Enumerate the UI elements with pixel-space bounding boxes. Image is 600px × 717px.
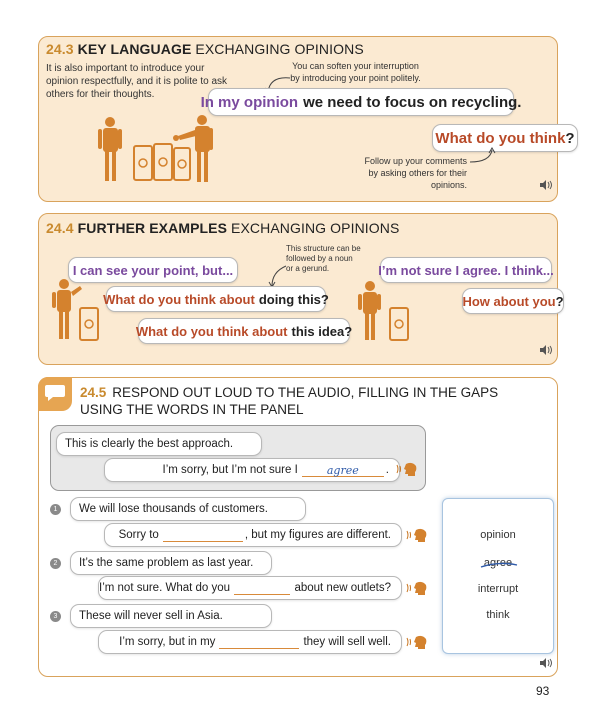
follow-up-note: Follow up your comments by asking others for their opinions. [364, 156, 467, 190]
speaking-head-icon [396, 461, 418, 477]
see-your-point-bubble: I can see your point, but... [68, 257, 238, 283]
audio-speaker-icon[interactable] [540, 658, 554, 668]
note-arrow [468, 146, 498, 166]
speaking-head-icon [406, 580, 428, 596]
item-3-question-bubble: These will never sell in Asia. [70, 604, 272, 628]
this-idea-bubble: What do you think about this idea? [138, 318, 350, 344]
item-number-2: 2 [50, 558, 61, 569]
item-3-answer-bubble: I’m sorry, but in my they will sell well. [98, 630, 402, 654]
speaking-head-icon [406, 634, 428, 650]
answer-gap-input[interactable] [219, 636, 299, 649]
section-24-4-title: 24.4 FURTHER EXAMPLES EXCHANGING OPINIONS [46, 220, 400, 236]
example-question-bubble: This is clearly the best approach. [56, 432, 262, 456]
audio-speaker-icon[interactable] [540, 180, 554, 190]
word-opinion: opinion [480, 529, 516, 541]
doing-this-bubble: What do you think about doing this? [106, 286, 326, 312]
section-24-5-title: 24.5 RESPOND OUT LOUD TO THE AUDIO, FILLING IN THE GAPS USING THE WORDS IN THE PANEL [80, 385, 499, 417]
person-with-bin-illustration [356, 280, 412, 342]
section-24-3-title: 24.3 KEY LANGUAGE EXCHANGING OPINIONS [46, 41, 364, 57]
speaking-head-icon [406, 527, 428, 543]
answer-gap-input[interactable] [234, 582, 290, 595]
opinion-speech-bubble: In my opinion we need to focus on recycling. [208, 88, 514, 116]
structure-note: This structure can be followed by a noun or a gerund. [286, 244, 361, 273]
person-with-bin-illustration [50, 278, 102, 342]
audio-speaker-icon[interactable] [540, 345, 554, 355]
page-number: 93 [536, 684, 550, 698]
intro-text: It is also important to introduce your opinion respectfully, and it is polite to ask others for their thoughts. [46, 63, 228, 100]
not-sure-bubble: I’m not sure I agree. I think... [380, 257, 552, 283]
word-think: think [486, 609, 510, 621]
question-speech-bubble: What do you think ? [432, 124, 578, 152]
item-number-1: 1 [50, 504, 61, 515]
example-answer-bubble: I’m sorry, but I’m not sure I agree . [104, 458, 400, 482]
strikethrough-mark [479, 559, 519, 571]
people-recycling-illustration [96, 114, 226, 186]
item-1-answer-bubble: Sorry to , but my figures are different. [104, 523, 402, 547]
item-1-question-bubble: We will lose thousands of customers. [70, 497, 306, 521]
answer-gap-filled: agree [302, 464, 384, 477]
word-agree-crossed: agree [483, 557, 513, 569]
item-2-question-bubble: It’s the same problem as last year. [70, 551, 272, 575]
word-interrupt: interrupt [477, 583, 519, 595]
speech-bubble-icon [44, 383, 66, 403]
item-number-3: 3 [50, 611, 61, 622]
answer-gap-input[interactable] [163, 529, 243, 542]
word-panel [442, 498, 554, 654]
how-about-you-bubble: How about you ? [462, 288, 564, 314]
soften-note: You can soften your interruption by introducing your point politely. [290, 61, 421, 83]
item-2-answer-bubble: I’m not sure. What do you about new outlets? [98, 576, 402, 600]
